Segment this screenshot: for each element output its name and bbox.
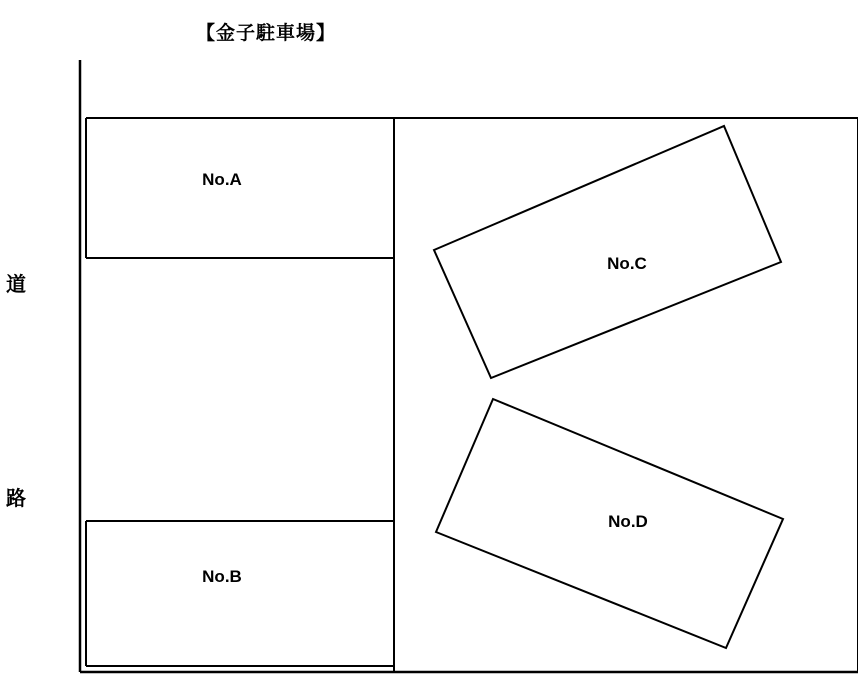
stall-b-label: No.B bbox=[202, 567, 242, 586]
stall-a-label: No.A bbox=[202, 170, 242, 189]
road-label-character-1: 道 bbox=[6, 274, 26, 296]
stall-d-label: No.D bbox=[608, 512, 648, 531]
stall-c-outline bbox=[434, 126, 781, 378]
road-label-character-2: 路 bbox=[6, 488, 26, 510]
stall-d[interactable] bbox=[436, 399, 783, 648]
page-title: 【金子駐車場】 bbox=[196, 23, 337, 44]
stall-c-label: No.C bbox=[607, 254, 647, 273]
stall-c[interactable] bbox=[434, 126, 781, 378]
stall-a[interactable] bbox=[86, 118, 394, 258]
stall-b[interactable] bbox=[86, 521, 394, 666]
